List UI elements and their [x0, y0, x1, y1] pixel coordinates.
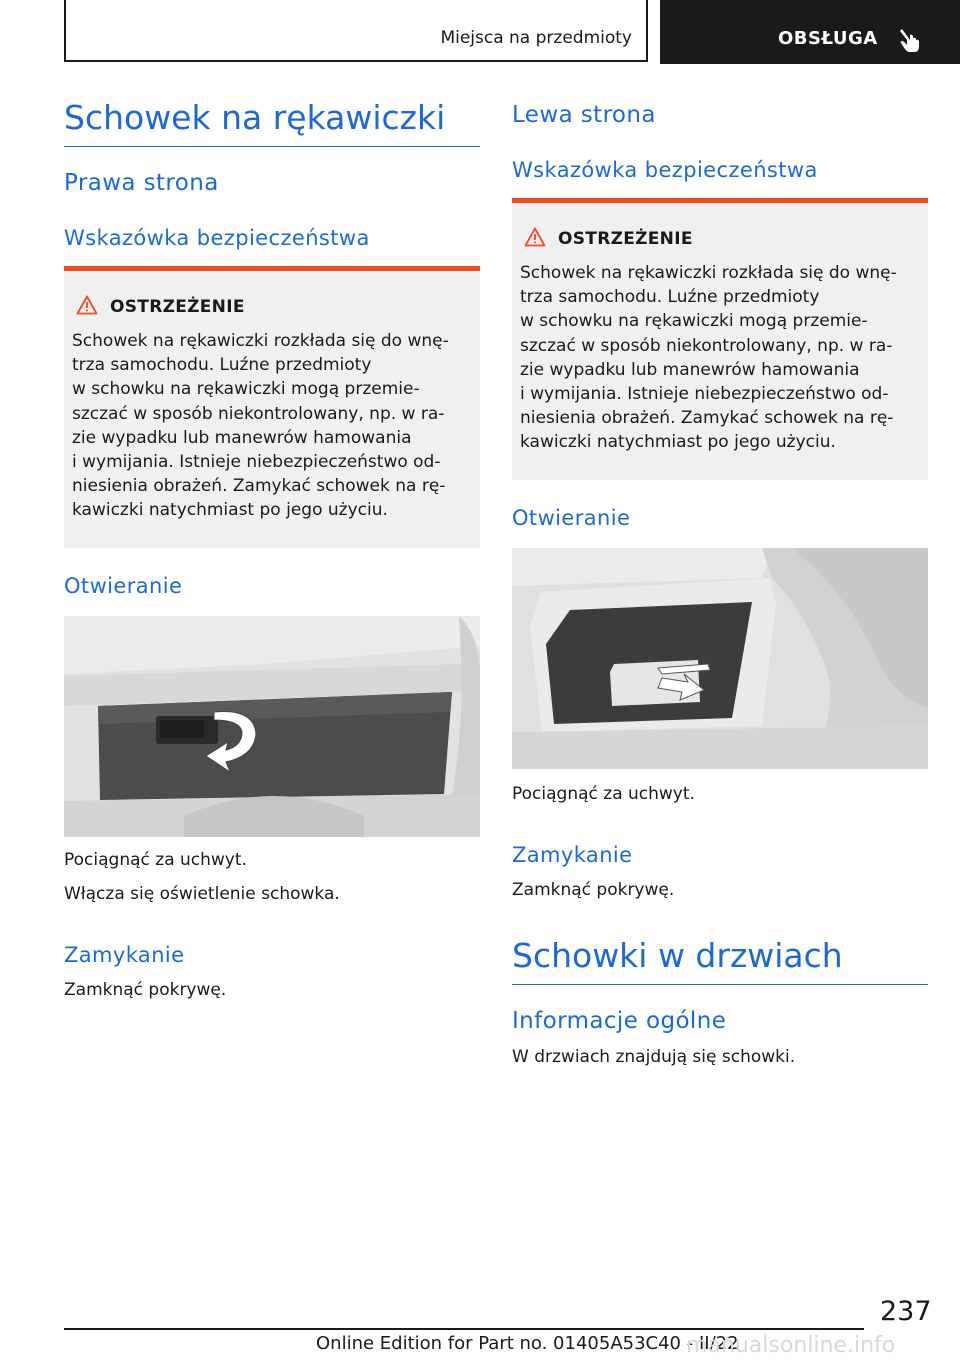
- closing-heading: Zamykanie: [64, 943, 185, 967]
- glovebox-right-figure: [64, 616, 480, 837]
- warning-line: w schowku na rękawiczki mogą przemie-: [520, 311, 868, 332]
- doors-title: Schowki w drzwiach: [512, 936, 843, 975]
- warning-box: [64, 266, 480, 548]
- header-section-tab: [64, 0, 648, 62]
- section-heading-left-side: Lewa strona: [512, 102, 656, 128]
- safety-heading: Wskazówka bezpieczeństwa: [64, 226, 370, 250]
- general-info-text: W drzwiach znajdują się schowki.: [512, 1047, 796, 1067]
- warning-triangle-icon: [524, 227, 546, 247]
- closing-text: Zamknąć pokrywę.: [64, 980, 227, 1000]
- warning-text: [520, 261, 897, 455]
- glovebox-left-figure: [512, 548, 928, 769]
- warning-text: [72, 329, 449, 523]
- warning-line: Schowek na rękawiczki rozkłada się do wnę-: [520, 263, 897, 283]
- warning-line: Schowek na rękawiczki rozkłada się do wnę-: [72, 331, 449, 351]
- opening-heading: Otwieranie: [512, 506, 631, 530]
- warning-line: i wymijania. Istnieje niebezpieczeństwo od-: [520, 384, 889, 405]
- warning-line: szczać w sposób niekontrolowany, np. w ra-: [72, 403, 445, 424]
- footer-rule: [64, 1328, 864, 1330]
- warning-line: i wymijania. Istnieje niebezpieczeństwo od-: [72, 452, 441, 473]
- warning-line: zie wypadku lub manewrów hamowania: [520, 359, 860, 380]
- hand-pointer-icon: [898, 26, 922, 54]
- glovebox-right-illustration: [64, 616, 480, 837]
- safety-heading: Wskazówka bezpieczeństwa: [512, 158, 818, 182]
- glovebox-left-illustration: [512, 548, 928, 769]
- warning-line: kawiczki natychmiast po jego użyciu.: [72, 500, 388, 521]
- page-title: Schowek na rękawiczki: [64, 98, 446, 137]
- lighting-text: Włącza się oświetlenie schowka.: [64, 884, 340, 904]
- opening-heading: Otwieranie: [64, 574, 183, 598]
- header-chapter-label: OBSŁUGA: [778, 28, 878, 49]
- warning-line: niesienia obrażeń. Zamykać schowek na rę-: [72, 476, 446, 497]
- opening-text: Pociągnąć za uchwyt.: [512, 784, 695, 804]
- general-info-heading: Informacje ogólne: [512, 1008, 727, 1034]
- warning-title: OSTRZEŻENIE: [110, 297, 245, 317]
- warning-line: w schowku na rękawiczki mogą przemie-: [72, 379, 420, 400]
- header-chapter-tab: [660, 0, 960, 64]
- warning-line: kawiczki natychmiast po jego użyciu.: [520, 432, 836, 453]
- warning-box: [512, 198, 928, 480]
- doors-title-rule: [512, 984, 928, 985]
- page-number: 237: [880, 1296, 932, 1327]
- warning-triangle-icon: [76, 295, 98, 315]
- title-rule: [64, 146, 480, 147]
- edition-note: Online Edition for Part no. 01405A53C40 - II/22: [316, 1333, 739, 1354]
- warning-line: zie wypadku lub manewrów hamowania: [72, 427, 412, 448]
- warning-line: szczać w sposób niekontrolowany, np. w ra-: [520, 335, 893, 356]
- section-heading-right-side: Prawa strona: [64, 170, 219, 196]
- watermark: manualsonline.info: [686, 1333, 896, 1358]
- closing-heading: Zamykanie: [512, 843, 633, 867]
- warning-line: trza samochodu. Luźne przedmioty: [72, 355, 372, 376]
- warning-line: trza samochodu. Luźne przedmioty: [520, 287, 820, 308]
- header-section-label: Miejsca na przedmioty: [440, 28, 632, 48]
- warning-line: niesienia obrażeń. Zamykać schowek na rę-: [520, 408, 894, 429]
- warning-title: OSTRZEŻENIE: [558, 229, 693, 249]
- closing-text: Zamknąć pokrywę.: [512, 880, 675, 900]
- opening-text: Pociągnąć za uchwyt.: [64, 850, 247, 870]
